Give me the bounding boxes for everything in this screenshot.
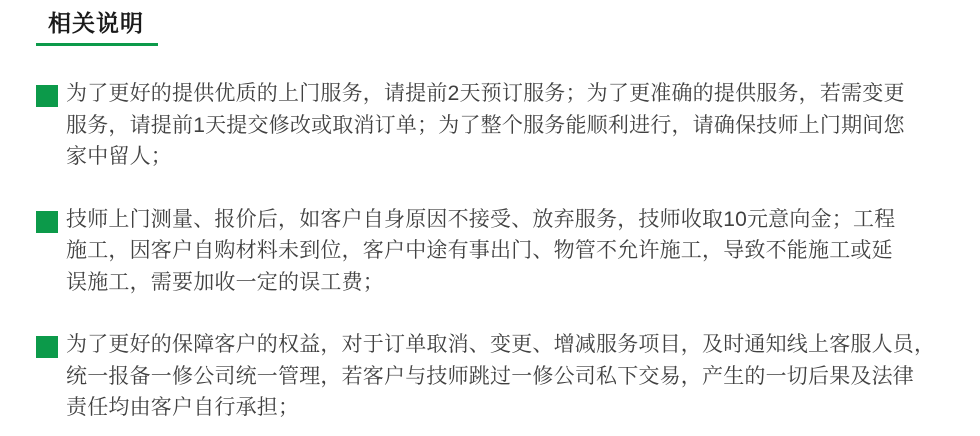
note-line: 为了更好的提供优质的上门服务，请提前2天预订服务；为了更准确的提供服务，若需变更 (66, 82, 905, 105)
note-line: 家中留人； (66, 145, 172, 168)
note-text (66, 204, 895, 299)
note-line: 施工，因客户自购材料未到位，客户中途有事出门、物管不允许施工，导致不能施工或延 (66, 239, 893, 262)
green-square-bullet-icon (36, 211, 58, 233)
note-item (36, 78, 980, 173)
note-line: 为了更好的保障客户的权益，对于订单取消、变更、增减服务项目，及时通知线上客服人员， (66, 333, 936, 356)
note-line: 统一报备一修公司统一管理，若客户与技师跳过一修公司私下交易，产生的一切后果及法律 (66, 364, 914, 388)
note-line: 技师上门测量、报价后，如客户自身原因不接受、放弃服务，技师收取10元意向金；工程 (66, 207, 896, 231)
green-square-bullet-icon (36, 336, 58, 358)
green-square-bullet-icon (36, 85, 58, 107)
section-header (0, 0, 980, 46)
note-text (66, 329, 935, 424)
note-line: 服务，请提前1天提交修改或取消订单；为了整个服务能顺利进行，请确保技师上门期间您 (66, 113, 905, 137)
note-item (36, 204, 980, 299)
notes-list (36, 78, 980, 424)
page-title: 相关说明 (36, 9, 158, 46)
note-item (36, 329, 980, 424)
note-line: 误施工，需要加收一定的误工费； (66, 270, 384, 294)
note-line: 责任均由客户自行承担； (66, 396, 300, 419)
note-text (66, 78, 905, 173)
